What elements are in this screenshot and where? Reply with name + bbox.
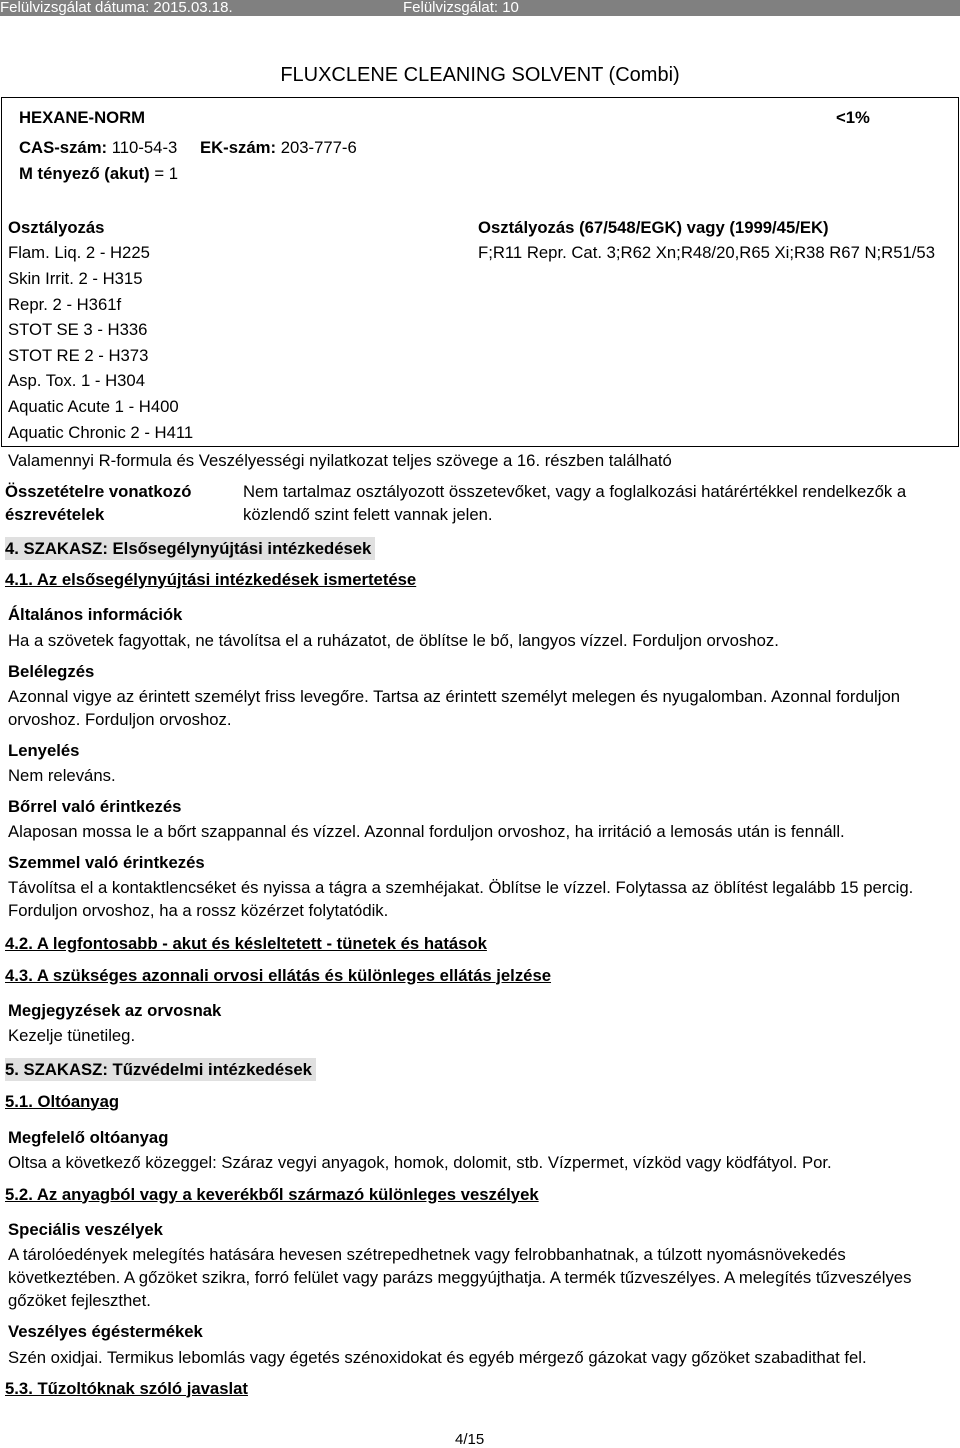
subsection-4-2-title: 4.2. A legfontosabb - akut és késleltetett - tünetek és hatások	[5, 933, 487, 953]
eye-contact-text: Távolítsa el a kontaktlencséket és nyissa a tágra a szemhéjakat. Öblítse le vízzel. Folytassa az öblítést legalább 15 percig. Forduljon orvoshoz, ha a rossz közérzet folytatódik.	[8, 877, 914, 920]
physician-notes-text: Kezelje tünetileg.	[8, 1025, 136, 1045]
dsd-classification-text: F;R11 Repr. Cat. 3;R62 Xn;R48/20,R65 Xi;R38 R67 N;R51/53	[478, 242, 935, 262]
combustion-products-title: Veszélyes égéstermékek	[8, 1321, 203, 1341]
dsd-classification-heading: Osztályozás (67/548/EGK) vagy (1999/45/EK)	[478, 217, 829, 237]
special-hazards-title: Speciális veszélyek	[8, 1219, 163, 1239]
general-info-title: Általános információk	[8, 604, 183, 624]
substance-concentration: <1%	[836, 107, 870, 127]
revision-date: Felülvizsgálat dátuma: 2015.03.18.	[0, 0, 233, 16]
revision-header-bar	[0, 0, 960, 16]
cas-number: 110-54-3	[111, 137, 178, 157]
ingestion-title: Lenyelés	[8, 740, 80, 760]
general-info-text: Ha a szövetek fagyottak, ne távolítsa el a ruházatot, de öblítse le bő, langyos vízzel. Forduljon orvoshoz.	[8, 630, 779, 650]
suitable-media-title: Megfelelő oltóanyag	[8, 1127, 169, 1147]
clp-classification-item: Repr. 2 - H361f	[8, 294, 122, 314]
ingestion-text: Nem releváns.	[8, 765, 116, 785]
clp-classification-item: Skin Irrit. 2 - H315	[8, 268, 143, 288]
composition-comments-text: Nem tartalmaz osztályozott összetevőket, vagy a foglalkozási határértékkel rendelkezők a közlendő szint felett vannak jelen.	[243, 481, 907, 524]
clp-classification-item: Aquatic Acute 1 - H400	[8, 396, 179, 416]
subsection-5-2-title: 5.2. Az anyagból vagy a keverékből származó különleges veszélyek	[5, 1184, 539, 1204]
ec-number-row	[200, 136, 357, 159]
page-number: 4/15	[455, 1431, 485, 1448]
composition-comments-label: Összetételre vonatkozó észrevételek	[5, 481, 192, 524]
ec-label: EK-szám:	[200, 137, 277, 157]
clp-classification-item: Flam. Liq. 2 - H225	[8, 242, 150, 262]
subsection-4-1-title: 4.1. Az elsősegélynyújtási intézkedések ismertetése	[5, 569, 417, 589]
product-title: FLUXCLENE CLEANING SOLVENT (Combi)	[280, 64, 680, 86]
eye-contact-title: Szemmel való érintkezés	[8, 852, 205, 872]
substance-name: HEXANE-NORM	[19, 107, 146, 127]
cas-label: CAS-szám:	[19, 137, 108, 157]
ec-number: 203-777-6	[280, 137, 357, 157]
subsection-4-3-title: 4.3. A szükséges azonnali orvosi ellátás és különleges ellátás jelzése	[5, 965, 552, 985]
section-5-heading: 5. SZAKASZ: Tűzvédelmi intézkedések	[5, 1058, 316, 1081]
subsection-5-3-title: 5.3. Tűzoltóknak szóló javaslat	[5, 1378, 248, 1398]
m-factor-row	[19, 162, 178, 185]
clp-classification-item: STOT RE 2 - H373	[8, 345, 149, 365]
full-text-note: Valamennyi R-formula és Veszélyességi nyilatkozat teljes szövege a 16. részben található	[8, 450, 672, 470]
inhalation-title: Belélegzés	[8, 661, 95, 681]
combustion-products-text: Szén oxidjai. Termikus lebomlás vagy égetés szénoxidokat és egyéb mérgező gázokat vagy gőzöket szabadithat fel.	[8, 1347, 867, 1367]
clp-classification-item: Asp. Tox. 1 - H304	[8, 370, 145, 390]
m-factor-value: = 1	[154, 163, 179, 183]
physician-notes-title: Megjegyzések az orvosnak	[8, 1000, 222, 1020]
clp-classification-item: STOT SE 3 - H336	[8, 319, 148, 339]
skin-contact-text: Alaposan mossa le a bőrt szappannal és vízzel. Azonnal forduljon orvoshoz, ha irritáció a lemosás után is fennáll.	[8, 821, 845, 841]
revision-number: Felülvizsgálat: 10	[403, 0, 519, 16]
suitable-media-text: Oltsa a következő közeggel: Száraz vegyi anyagok, homok, dolomit, stb. Vízpermet, vízköd vagy ködfátyol. Por.	[8, 1152, 832, 1172]
clp-classification-item: Aquatic Chronic 2 - H411	[8, 422, 194, 442]
skin-contact-title: Bőrrel való érintkezés	[8, 796, 182, 816]
clp-classification-heading: Osztályozás	[8, 217, 105, 237]
inhalation-text: Azonnal vigye az érintett személyt friss levegőre. Tartsa az érintett személyt melegen és nyugalomban. Azonnal forduljon orvoshoz. Forduljon orvoshoz.	[8, 686, 901, 729]
special-hazards-text: A tárolóedények melegítés hatására hevesen szétrepedhetnek vagy felrobbanhatnak, a túlzott nyomásnövekedés következtében. A gőzöket szikra, forró felület vagy parázs meggyújthatja. A termék tűzveszélyes. A melegítés tűzveszélyes gőzöket fejleszthet.	[8, 1244, 912, 1310]
section-4-heading: 4. SZAKASZ: Elsősegélynyújtási intézkedések	[5, 537, 375, 560]
subsection-5-1-title: 5.1. Oltóanyag	[5, 1091, 120, 1111]
m-factor-label: M tényező (akut)	[19, 163, 150, 183]
cas-number-row	[19, 136, 177, 159]
